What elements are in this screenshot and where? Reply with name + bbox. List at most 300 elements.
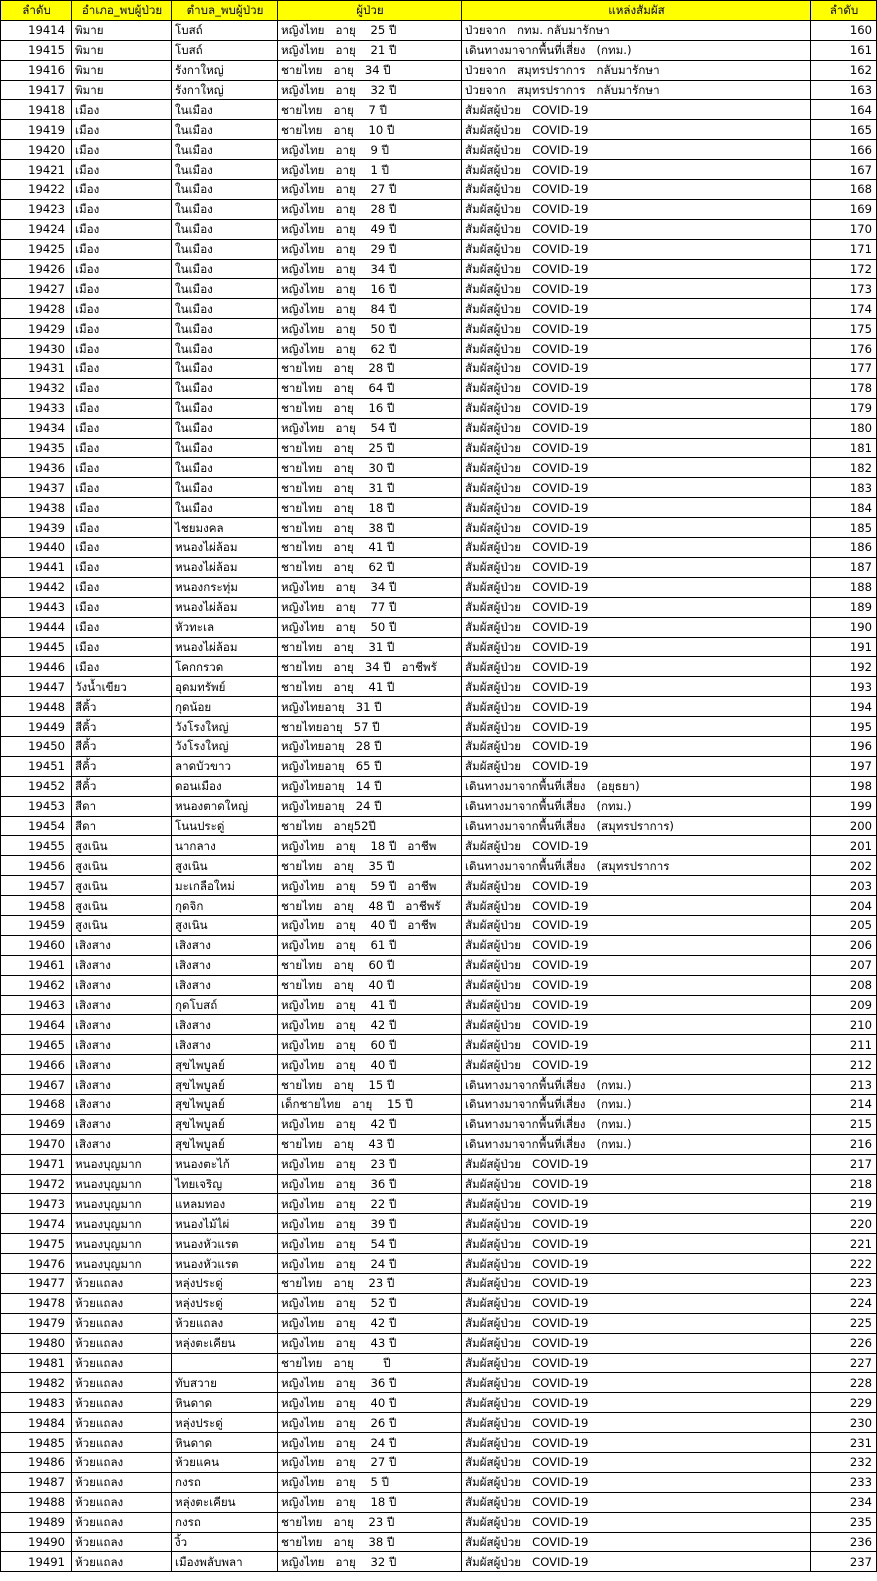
cell-source[interactable]: สัมผัสผู้ป่วย COVID-19 bbox=[462, 1532, 811, 1552]
cell-rank[interactable]: 184 bbox=[811, 498, 877, 518]
cell-subdistrict[interactable]: โนนประดู่ bbox=[172, 816, 278, 836]
cell-patient[interactable]: หญิงไทย อายุ 49 ปี bbox=[278, 219, 462, 239]
cell-patient[interactable]: ชายไทย อายุ 31 ปี bbox=[278, 637, 462, 657]
cell-seq[interactable]: 19444 bbox=[1, 617, 72, 637]
cell-rank[interactable]: 226 bbox=[811, 1333, 877, 1353]
cell-subdistrict[interactable]: หนองไผ่ล้อม bbox=[172, 637, 278, 657]
cell-source[interactable]: สัมผัสผู้ป่วย COVID-19 bbox=[462, 120, 811, 140]
cell-seq[interactable]: 19458 bbox=[1, 896, 72, 916]
cell-rank[interactable]: 166 bbox=[811, 140, 877, 160]
cell-district[interactable]: ห้วยแถลง bbox=[72, 1512, 172, 1532]
cell-seq[interactable]: 19491 bbox=[1, 1552, 72, 1572]
cell-source[interactable]: สัมผัสผู้ป่วย COVID-19 bbox=[462, 1453, 811, 1473]
cell-source[interactable]: สัมผัสผู้ป่วย COVID-19 bbox=[462, 955, 811, 975]
cell-seq[interactable]: 19465 bbox=[1, 1035, 72, 1055]
cell-patient[interactable]: หญิงไทย อายุ 23 ปี bbox=[278, 1154, 462, 1174]
cell-rank[interactable]: 225 bbox=[811, 1313, 877, 1333]
cell-patient[interactable]: ชายไทย อายุ 7 ปี bbox=[278, 100, 462, 120]
cell-seq[interactable]: 19447 bbox=[1, 677, 72, 697]
cell-subdistrict[interactable]: ในเมือง bbox=[172, 458, 278, 478]
cell-district[interactable]: หนองบุญมาก bbox=[72, 1254, 172, 1274]
cell-subdistrict[interactable]: หลุ่งประดู่ bbox=[172, 1413, 278, 1433]
cell-rank[interactable]: 224 bbox=[811, 1293, 877, 1313]
cell-subdistrict[interactable]: ในเมือง bbox=[172, 120, 278, 140]
cell-subdistrict[interactable]: กงรถ bbox=[172, 1472, 278, 1492]
cell-source[interactable]: สัมผัสผู้ป่วย COVID-19 bbox=[462, 1194, 811, 1214]
cell-patient[interactable]: หญิงไทย อายุ 77 ปี bbox=[278, 597, 462, 617]
cell-patient[interactable]: หญิงไทย อายุ 24 ปี bbox=[278, 1254, 462, 1274]
cell-patient[interactable]: หญิงไทย อายุ 40 ปี bbox=[278, 1055, 462, 1075]
cell-subdistrict[interactable]: ในเมือง bbox=[172, 418, 278, 438]
cell-seq[interactable]: 19431 bbox=[1, 359, 72, 379]
cell-seq[interactable]: 19427 bbox=[1, 279, 72, 299]
cell-source[interactable]: สัมผัสผู้ป่วย COVID-19 bbox=[462, 1333, 811, 1353]
cell-seq[interactable]: 19450 bbox=[1, 736, 72, 756]
cell-seq[interactable]: 19464 bbox=[1, 1015, 72, 1035]
cell-seq[interactable]: 19488 bbox=[1, 1492, 72, 1512]
header-rank[interactable]: ลำดับ bbox=[811, 1, 877, 21]
cell-district[interactable]: เมือง bbox=[72, 438, 172, 458]
cell-rank[interactable]: 220 bbox=[811, 1214, 877, 1234]
cell-patient[interactable]: หญิงไทย อายุ 60 ปี bbox=[278, 1035, 462, 1055]
cell-rank[interactable]: 203 bbox=[811, 876, 877, 896]
cell-seq[interactable]: 19445 bbox=[1, 637, 72, 657]
cell-source[interactable]: สัมผัสผู้ป่วย COVID-19 bbox=[462, 279, 811, 299]
cell-seq[interactable]: 19470 bbox=[1, 1134, 72, 1154]
cell-patient[interactable]: หญิงไทย อายุ 28 ปี bbox=[278, 199, 462, 219]
cell-patient[interactable]: หญิงไทย อายุ 42 ปี bbox=[278, 1015, 462, 1035]
cell-district[interactable]: เมือง bbox=[72, 597, 172, 617]
cell-subdistrict[interactable]: งิ้ว bbox=[172, 1532, 278, 1552]
cell-patient[interactable]: หญิงไทย อายุ 36 ปี bbox=[278, 1174, 462, 1194]
cell-subdistrict[interactable]: ดอนเมือง bbox=[172, 776, 278, 796]
cell-district[interactable]: ห้วยแถลง bbox=[72, 1472, 172, 1492]
cell-district[interactable]: เมือง bbox=[72, 259, 172, 279]
cell-subdistrict[interactable]: วังโรงใหญ่ bbox=[172, 736, 278, 756]
cell-patient[interactable]: หญิงไทย อายุ 54 ปี bbox=[278, 418, 462, 438]
cell-district[interactable]: เมือง bbox=[72, 359, 172, 379]
cell-rank[interactable]: 167 bbox=[811, 160, 877, 180]
cell-patient[interactable]: ชายไทย อายุ 16 ปี bbox=[278, 398, 462, 418]
cell-district[interactable]: เมือง bbox=[72, 239, 172, 259]
cell-district[interactable]: เสิงสาง bbox=[72, 995, 172, 1015]
cell-district[interactable]: หนองบุญมาก bbox=[72, 1234, 172, 1254]
cell-subdistrict[interactable]: ในเมือง bbox=[172, 378, 278, 398]
cell-source[interactable]: สัมผัสผู้ป่วย COVID-19 bbox=[462, 538, 811, 558]
cell-subdistrict[interactable]: หนองหัวแรต bbox=[172, 1234, 278, 1254]
cell-rank[interactable]: 206 bbox=[811, 935, 877, 955]
cell-seq[interactable]: 19442 bbox=[1, 577, 72, 597]
cell-rank[interactable]: 222 bbox=[811, 1254, 877, 1274]
cell-district[interactable]: เมือง bbox=[72, 140, 172, 160]
cell-patient[interactable]: ชายไทย อายุ 23 ปี bbox=[278, 1274, 462, 1294]
cell-district[interactable]: เมือง bbox=[72, 319, 172, 339]
cell-district[interactable]: เมือง bbox=[72, 299, 172, 319]
cell-district[interactable]: เมือง bbox=[72, 538, 172, 558]
cell-subdistrict[interactable]: กุดน้อย bbox=[172, 697, 278, 717]
cell-rank[interactable]: 207 bbox=[811, 955, 877, 975]
cell-district[interactable]: เมือง bbox=[72, 657, 172, 677]
cell-district[interactable]: ห้วยแถลง bbox=[72, 1373, 172, 1393]
cell-rank[interactable]: 234 bbox=[811, 1492, 877, 1512]
cell-district[interactable]: หนองบุญมาก bbox=[72, 1174, 172, 1194]
cell-rank[interactable]: 216 bbox=[811, 1134, 877, 1154]
cell-patient[interactable]: หญิงไทย อายุ 27 ปี bbox=[278, 1453, 462, 1473]
cell-rank[interactable]: 173 bbox=[811, 279, 877, 299]
cell-seq[interactable]: 19476 bbox=[1, 1254, 72, 1274]
cell-district[interactable]: เมือง bbox=[72, 478, 172, 498]
cell-rank[interactable]: 227 bbox=[811, 1353, 877, 1373]
cell-seq[interactable]: 19443 bbox=[1, 597, 72, 617]
cell-district[interactable]: สูงเนิน bbox=[72, 856, 172, 876]
cell-district[interactable]: สีดา bbox=[72, 816, 172, 836]
cell-district[interactable]: เมือง bbox=[72, 279, 172, 299]
cell-seq[interactable]: 19479 bbox=[1, 1313, 72, 1333]
cell-seq[interactable]: 19432 bbox=[1, 378, 72, 398]
cell-patient[interactable]: ชายไทย อายุ 62 ปี bbox=[278, 557, 462, 577]
cell-patient[interactable]: ชายไทย อายุ 43 ปี bbox=[278, 1134, 462, 1154]
cell-seq[interactable]: 19477 bbox=[1, 1274, 72, 1294]
cell-rank[interactable]: 162 bbox=[811, 60, 877, 80]
cell-subdistrict[interactable]: ในเมือง bbox=[172, 438, 278, 458]
cell-patient[interactable]: หญิงไทย อายุ 84 ปี bbox=[278, 299, 462, 319]
cell-seq[interactable]: 19456 bbox=[1, 856, 72, 876]
cell-rank[interactable]: 198 bbox=[811, 776, 877, 796]
cell-source[interactable]: สัมผัสผู้ป่วย COVID-19 bbox=[462, 1413, 811, 1433]
cell-rank[interactable]: 194 bbox=[811, 697, 877, 717]
cell-rank[interactable]: 201 bbox=[811, 836, 877, 856]
cell-source[interactable]: เดินทางมาจากพื้นที่เสี่ยง (กทม.) bbox=[462, 1075, 811, 1095]
cell-patient[interactable]: หญิงไทยอายุ 28 ปี bbox=[278, 736, 462, 756]
cell-seq[interactable]: 19471 bbox=[1, 1154, 72, 1174]
cell-rank[interactable]: 165 bbox=[811, 120, 877, 140]
cell-source[interactable]: สัมผัสผู้ป่วย COVID-19 bbox=[462, 736, 811, 756]
cell-patient[interactable]: ชายไทย อายุ 23 ปี bbox=[278, 1512, 462, 1532]
cell-district[interactable]: ห้วยแถลง bbox=[72, 1532, 172, 1552]
cell-source[interactable]: สัมผัสผู้ป่วย COVID-19 bbox=[462, 259, 811, 279]
cell-rank[interactable]: 197 bbox=[811, 756, 877, 776]
cell-source[interactable]: สัมผัสผู้ป่วย COVID-19 bbox=[462, 1035, 811, 1055]
cell-seq[interactable]: 19416 bbox=[1, 60, 72, 80]
cell-patient[interactable]: หญิงไทย อายุ 24 ปี bbox=[278, 1433, 462, 1453]
cell-rank[interactable]: 235 bbox=[811, 1512, 877, 1532]
cell-patient[interactable]: หญิงไทย อายุ 62 ปี bbox=[278, 339, 462, 359]
cell-seq[interactable]: 19452 bbox=[1, 776, 72, 796]
cell-rank[interactable]: 164 bbox=[811, 100, 877, 120]
cell-seq[interactable]: 19489 bbox=[1, 1512, 72, 1532]
cell-rank[interactable]: 175 bbox=[811, 319, 877, 339]
cell-district[interactable]: เมือง bbox=[72, 637, 172, 657]
cell-seq[interactable]: 19457 bbox=[1, 876, 72, 896]
cell-patient[interactable]: หญิงไทย อายุ 40 ปี อาชีพ bbox=[278, 915, 462, 935]
cell-district[interactable]: พิมาย bbox=[72, 40, 172, 60]
cell-subdistrict[interactable]: โบสถ์ bbox=[172, 40, 278, 60]
cell-seq[interactable]: 19414 bbox=[1, 20, 72, 40]
cell-seq[interactable]: 19421 bbox=[1, 160, 72, 180]
cell-district[interactable]: พิมาย bbox=[72, 80, 172, 100]
cell-rank[interactable]: 223 bbox=[811, 1274, 877, 1294]
cell-patient[interactable]: ชายไทย อายุ 35 ปี bbox=[278, 856, 462, 876]
cell-seq[interactable]: 19430 bbox=[1, 339, 72, 359]
cell-source[interactable]: สัมผัสผู้ป่วย COVID-19 bbox=[462, 1313, 811, 1333]
cell-seq[interactable]: 19446 bbox=[1, 657, 72, 677]
cell-source[interactable]: สัมผัสผู้ป่วย COVID-19 bbox=[462, 498, 811, 518]
cell-rank[interactable]: 217 bbox=[811, 1154, 877, 1174]
cell-seq[interactable]: 19423 bbox=[1, 199, 72, 219]
cell-seq[interactable]: 19468 bbox=[1, 1094, 72, 1114]
header-seq[interactable]: ลำดับ bbox=[1, 1, 72, 21]
cell-subdistrict[interactable]: ในเมือง bbox=[172, 160, 278, 180]
cell-patient[interactable]: หญิงไทย อายุ 5 ปี bbox=[278, 1472, 462, 1492]
cell-rank[interactable]: 183 bbox=[811, 478, 877, 498]
cell-seq[interactable]: 19435 bbox=[1, 438, 72, 458]
cell-source[interactable]: สัมผัสผู้ป่วย COVID-19 bbox=[462, 518, 811, 538]
cell-subdistrict[interactable]: หัวทะเล bbox=[172, 617, 278, 637]
cell-patient[interactable]: ชายไทย อายุ 60 ปี bbox=[278, 955, 462, 975]
cell-subdistrict[interactable]: หลุ่งตะเคียน bbox=[172, 1492, 278, 1512]
cell-patient[interactable]: ชายไทย อายุ 25 ปี bbox=[278, 438, 462, 458]
cell-source[interactable]: สัมผัสผู้ป่วย COVID-19 bbox=[462, 299, 811, 319]
cell-patient[interactable]: ชายไทย อายุ 41 ปี bbox=[278, 677, 462, 697]
cell-rank[interactable]: 236 bbox=[811, 1532, 877, 1552]
cell-rank[interactable]: 179 bbox=[811, 398, 877, 418]
cell-seq[interactable]: 19466 bbox=[1, 1055, 72, 1075]
cell-source[interactable]: เดินทางมาจากพื้นที่เสี่ยง (กทม.) bbox=[462, 1114, 811, 1134]
cell-source[interactable]: สัมผัสผู้ป่วย COVID-19 bbox=[462, 677, 811, 697]
cell-patient[interactable]: หญิงไทย อายุ 25 ปี bbox=[278, 20, 462, 40]
cell-patient[interactable]: หญิงไทย อายุ 32 ปี bbox=[278, 80, 462, 100]
cell-rank[interactable]: 199 bbox=[811, 796, 877, 816]
cell-seq[interactable]: 19419 bbox=[1, 120, 72, 140]
cell-subdistrict[interactable]: กงรถ bbox=[172, 1512, 278, 1532]
cell-source[interactable]: สัมผัสผู้ป่วย COVID-19 bbox=[462, 995, 811, 1015]
cell-patient[interactable]: ชายไทย อายุ 34 ปี bbox=[278, 60, 462, 80]
cell-rank[interactable]: 204 bbox=[811, 896, 877, 916]
cell-subdistrict[interactable]: ไทยเจริญ bbox=[172, 1174, 278, 1194]
cell-subdistrict[interactable]: นากลาง bbox=[172, 836, 278, 856]
cell-district[interactable]: เมือง bbox=[72, 557, 172, 577]
cell-patient[interactable]: หญิงไทย อายุ 42 ปี bbox=[278, 1313, 462, 1333]
cell-seq[interactable]: 19429 bbox=[1, 319, 72, 339]
cell-seq[interactable]: 19473 bbox=[1, 1194, 72, 1214]
cell-seq[interactable]: 19425 bbox=[1, 239, 72, 259]
cell-district[interactable]: ห้วยแถลง bbox=[72, 1293, 172, 1313]
cell-patient[interactable]: หญิงไทย อายุ 52 ปี bbox=[278, 1293, 462, 1313]
cell-patient[interactable]: หญิงไทย อายุ 59 ปี อาชีพ bbox=[278, 876, 462, 896]
cell-rank[interactable]: 214 bbox=[811, 1094, 877, 1114]
cell-source[interactable]: สัมผัสผู้ป่วย COVID-19 bbox=[462, 319, 811, 339]
cell-source[interactable]: สัมผัสผู้ป่วย COVID-19 bbox=[462, 359, 811, 379]
cell-source[interactable]: สัมผัสผู้ป่วย COVID-19 bbox=[462, 1274, 811, 1294]
cell-source[interactable]: เดินทางมาจากพื้นที่เสี่ยง (สมุทรปราการ bbox=[462, 856, 811, 876]
cell-seq[interactable]: 19422 bbox=[1, 180, 72, 200]
cell-district[interactable]: หนองบุญมาก bbox=[72, 1214, 172, 1234]
cell-patient[interactable]: ชายไทย อายุ 28 ปี bbox=[278, 359, 462, 379]
cell-subdistrict[interactable]: หนองกระทุ่ม bbox=[172, 577, 278, 597]
cell-district[interactable]: เมือง bbox=[72, 180, 172, 200]
cell-subdistrict[interactable]: หนองไผ่ล้อม bbox=[172, 597, 278, 617]
cell-subdistrict[interactable]: ห้วยแถลง bbox=[172, 1313, 278, 1333]
cell-source[interactable]: สัมผัสผู้ป่วย COVID-19 bbox=[462, 1492, 811, 1512]
cell-subdistrict[interactable]: ในเมือง bbox=[172, 279, 278, 299]
cell-rank[interactable]: 212 bbox=[811, 1055, 877, 1075]
cell-district[interactable]: ห้วยแถลง bbox=[72, 1433, 172, 1453]
cell-rank[interactable]: 169 bbox=[811, 199, 877, 219]
cell-seq[interactable]: 19454 bbox=[1, 816, 72, 836]
cell-seq[interactable]: 19439 bbox=[1, 518, 72, 538]
cell-rank[interactable]: 171 bbox=[811, 239, 877, 259]
cell-district[interactable]: เสิงสาง bbox=[72, 1114, 172, 1134]
cell-source[interactable]: สัมผัสผู้ป่วย COVID-19 bbox=[462, 617, 811, 637]
cell-district[interactable]: สีคิ้ว bbox=[72, 756, 172, 776]
cell-patient[interactable]: หญิงไทย อายุ 22 ปี bbox=[278, 1194, 462, 1214]
cell-district[interactable]: เมือง bbox=[72, 518, 172, 538]
cell-rank[interactable]: 187 bbox=[811, 557, 877, 577]
cell-seq[interactable]: 19428 bbox=[1, 299, 72, 319]
cell-rank[interactable]: 230 bbox=[811, 1413, 877, 1433]
cell-patient[interactable]: หญิงไทย อายุ 40 ปี bbox=[278, 1393, 462, 1413]
cell-rank[interactable]: 160 bbox=[811, 20, 877, 40]
cell-patient[interactable]: หญิงไทย อายุ 42 ปี bbox=[278, 1114, 462, 1134]
cell-district[interactable]: ห้วยแถลง bbox=[72, 1393, 172, 1413]
cell-subdistrict[interactable]: หนองไผ่ล้อม bbox=[172, 557, 278, 577]
cell-subdistrict[interactable]: โบสถ์ bbox=[172, 20, 278, 40]
cell-patient[interactable]: หญิงไทย อายุ 18 ปี อาชีพ bbox=[278, 836, 462, 856]
cell-seq[interactable]: 19420 bbox=[1, 140, 72, 160]
cell-seq[interactable]: 19480 bbox=[1, 1333, 72, 1353]
cell-rank[interactable]: 229 bbox=[811, 1393, 877, 1413]
cell-district[interactable]: ห้วยแถลง bbox=[72, 1313, 172, 1333]
cell-subdistrict[interactable]: กุดจิก bbox=[172, 896, 278, 916]
cell-seq[interactable]: 19453 bbox=[1, 796, 72, 816]
cell-district[interactable]: เสิงสาง bbox=[72, 1015, 172, 1035]
cell-subdistrict[interactable]: วังโรงใหญ่ bbox=[172, 717, 278, 737]
cell-patient[interactable]: ชายไทย อายุ ปี bbox=[278, 1353, 462, 1373]
cell-rank[interactable]: 188 bbox=[811, 577, 877, 597]
cell-patient[interactable]: หญิงไทยอายุ 14 ปี bbox=[278, 776, 462, 796]
cell-subdistrict[interactable]: สุขไพบูลย์ bbox=[172, 1114, 278, 1134]
cell-rank[interactable]: 182 bbox=[811, 458, 877, 478]
cell-seq[interactable]: 19455 bbox=[1, 836, 72, 856]
cell-source[interactable]: สัมผัสผู้ป่วย COVID-19 bbox=[462, 1254, 811, 1274]
cell-rank[interactable]: 200 bbox=[811, 816, 877, 836]
cell-patient[interactable]: หญิงไทย อายุ 61 ปี bbox=[278, 935, 462, 955]
cell-source[interactable]: สัมผัสผู้ป่วย COVID-19 bbox=[462, 896, 811, 916]
cell-rank[interactable]: 219 bbox=[811, 1194, 877, 1214]
cell-rank[interactable]: 190 bbox=[811, 617, 877, 637]
cell-district[interactable]: หนองบุญมาก bbox=[72, 1194, 172, 1214]
cell-source[interactable]: สัมผัสผู้ป่วย COVID-19 bbox=[462, 1293, 811, 1313]
cell-subdistrict[interactable]: ลาดบัวขาว bbox=[172, 756, 278, 776]
cell-seq[interactable]: 19474 bbox=[1, 1214, 72, 1234]
cell-seq[interactable]: 19478 bbox=[1, 1293, 72, 1313]
cell-source[interactable]: เดินทางมาจากพื้นที่เสี่ยง (สมุทรปราการ) bbox=[462, 816, 811, 836]
cell-source[interactable]: สัมผัสผู้ป่วย COVID-19 bbox=[462, 239, 811, 259]
cell-seq[interactable]: 19417 bbox=[1, 80, 72, 100]
cell-rank[interactable]: 231 bbox=[811, 1433, 877, 1453]
cell-district[interactable]: สูงเนิน bbox=[72, 896, 172, 916]
cell-source[interactable]: สัมผัสผู้ป่วย COVID-19 bbox=[462, 637, 811, 657]
cell-patient[interactable]: หญิงไทยอายุ 24 ปี bbox=[278, 796, 462, 816]
cell-district[interactable]: ห้วยแถลง bbox=[72, 1552, 172, 1572]
cell-seq[interactable]: 19461 bbox=[1, 955, 72, 975]
cell-patient[interactable]: ชายไทย อายุ 10 ปี bbox=[278, 120, 462, 140]
cell-subdistrict[interactable]: เสิงสาง bbox=[172, 975, 278, 995]
cell-rank[interactable]: 202 bbox=[811, 856, 877, 876]
cell-seq[interactable]: 19463 bbox=[1, 995, 72, 1015]
cell-source[interactable]: สัมผัสผู้ป่วย COVID-19 bbox=[462, 836, 811, 856]
cell-source[interactable]: สัมผัสผู้ป่วย COVID-19 bbox=[462, 418, 811, 438]
cell-subdistrict[interactable]: สุขไพบูลย์ bbox=[172, 1055, 278, 1075]
cell-rank[interactable]: 192 bbox=[811, 657, 877, 677]
cell-seq[interactable]: 19467 bbox=[1, 1075, 72, 1095]
cell-source[interactable]: สัมผัสผู้ป่วย COVID-19 bbox=[462, 1154, 811, 1174]
cell-patient[interactable]: หญิงไทย อายุ 34 ปี bbox=[278, 259, 462, 279]
cell-subdistrict[interactable]: หลุ่งตะเคียน bbox=[172, 1333, 278, 1353]
cell-subdistrict[interactable]: รังกาใหญ่ bbox=[172, 80, 278, 100]
cell-patient[interactable]: ชายไทย อายุ 31 ปี bbox=[278, 478, 462, 498]
cell-subdistrict[interactable]: ในเมือง bbox=[172, 100, 278, 120]
cell-district[interactable]: ห้วยแถลง bbox=[72, 1413, 172, 1433]
cell-subdistrict[interactable]: หนองไผ่ล้อม bbox=[172, 538, 278, 558]
cell-rank[interactable]: 176 bbox=[811, 339, 877, 359]
cell-patient[interactable]: หญิงไทย อายุ 18 ปี bbox=[278, 1492, 462, 1512]
cell-subdistrict[interactable]: ในเมือง bbox=[172, 299, 278, 319]
cell-district[interactable]: สูงเนิน bbox=[72, 915, 172, 935]
cell-subdistrict[interactable]: ในเมือง bbox=[172, 498, 278, 518]
cell-seq[interactable]: 19490 bbox=[1, 1532, 72, 1552]
cell-source[interactable]: สัมผัสผู้ป่วย COVID-19 bbox=[462, 577, 811, 597]
cell-subdistrict[interactable]: สุขไพบูลย์ bbox=[172, 1134, 278, 1154]
cell-subdistrict[interactable]: ในเมือง bbox=[172, 319, 278, 339]
cell-district[interactable]: เมือง bbox=[72, 339, 172, 359]
cell-patient[interactable]: หญิงไทย อายุ 50 ปี bbox=[278, 319, 462, 339]
cell-rank[interactable]: 205 bbox=[811, 915, 877, 935]
cell-patient[interactable]: เด็กชายไทย อายุ 15 ปี bbox=[278, 1094, 462, 1114]
cell-seq[interactable]: 19415 bbox=[1, 40, 72, 60]
cell-subdistrict[interactable]: ในเมือง bbox=[172, 359, 278, 379]
cell-subdistrict[interactable]: ในเมือง bbox=[172, 259, 278, 279]
cell-source[interactable]: เดินทางมาจากพื้นที่เสี่ยง (กทม.) bbox=[462, 1094, 811, 1114]
cell-district[interactable]: ห้วยแถลง bbox=[72, 1333, 172, 1353]
cell-rank[interactable]: 186 bbox=[811, 538, 877, 558]
cell-district[interactable]: เมือง bbox=[72, 398, 172, 418]
cell-district[interactable]: เมือง bbox=[72, 120, 172, 140]
cell-subdistrict[interactable]: แหลมทอง bbox=[172, 1194, 278, 1214]
cell-patient[interactable]: ชายไทย อายุ 40 ปี bbox=[278, 975, 462, 995]
cell-district[interactable]: หนองบุญมาก bbox=[72, 1154, 172, 1174]
cell-source[interactable]: สัมผัสผู้ป่วย COVID-19 bbox=[462, 458, 811, 478]
cell-patient[interactable]: ชายไทย อายุ 48 ปี อาชีพรั bbox=[278, 896, 462, 916]
cell-district[interactable]: เมือง bbox=[72, 458, 172, 478]
cell-subdistrict[interactable]: หนองตาดใหญ่ bbox=[172, 796, 278, 816]
cell-rank[interactable]: 181 bbox=[811, 438, 877, 458]
cell-source[interactable]: สัมผัสผู้ป่วย COVID-19 bbox=[462, 140, 811, 160]
header-source[interactable]: แหล่งสัมผัส bbox=[462, 1, 811, 21]
cell-district[interactable]: เสิงสาง bbox=[72, 1094, 172, 1114]
cell-district[interactable]: ห้วยแถลง bbox=[72, 1453, 172, 1473]
cell-patient[interactable]: หญิงไทย อายุ 9 ปี bbox=[278, 140, 462, 160]
cell-patient[interactable]: หญิงไทย อายุ 21 ปี bbox=[278, 40, 462, 60]
cell-rank[interactable]: 191 bbox=[811, 637, 877, 657]
cell-patient[interactable]: หญิงไทย อายุ 50 ปี bbox=[278, 617, 462, 637]
cell-source[interactable]: สัมผัสผู้ป่วย COVID-19 bbox=[462, 1353, 811, 1373]
cell-subdistrict[interactable]: ในเมือง bbox=[172, 219, 278, 239]
cell-rank[interactable]: 221 bbox=[811, 1234, 877, 1254]
cell-patient[interactable]: ชายไทย อายุ 38 ปี bbox=[278, 1532, 462, 1552]
cell-seq[interactable]: 19484 bbox=[1, 1413, 72, 1433]
cell-subdistrict[interactable]: สุขไพบูลย์ bbox=[172, 1075, 278, 1095]
